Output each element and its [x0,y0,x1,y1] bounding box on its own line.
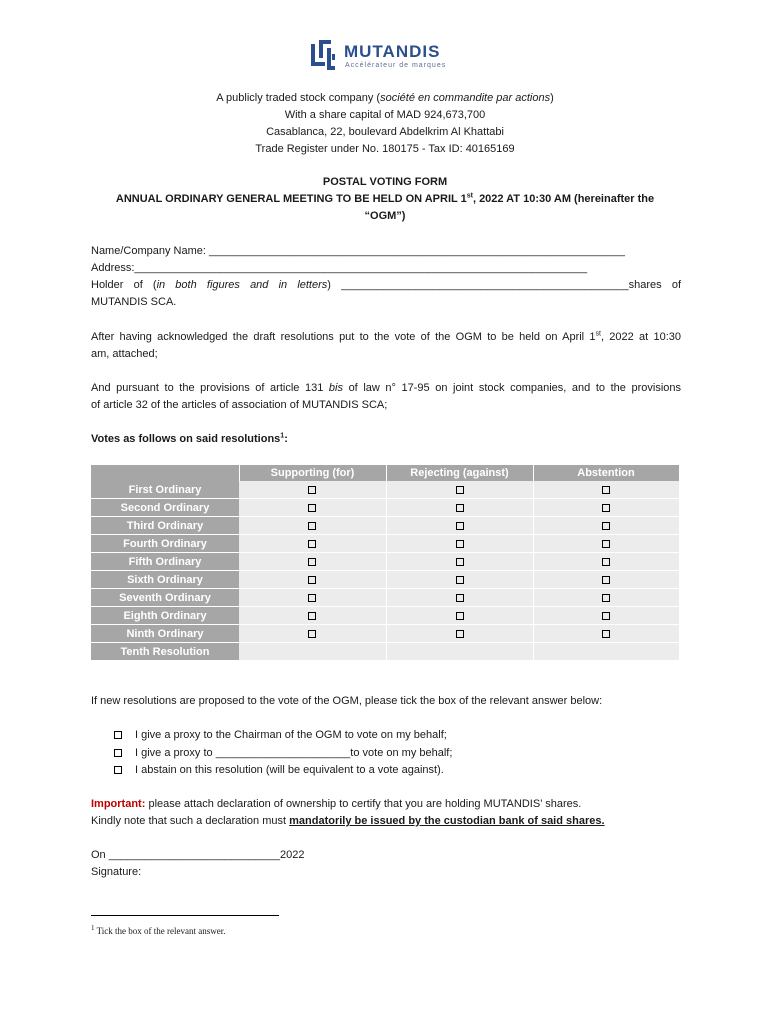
mutandis-logo-mark-icon [308,38,338,72]
form-subtitle [90,191,680,208]
checkbox-icon[interactable] [456,540,464,548]
vote-abstain-cell[interactable] [533,571,679,589]
checkbox-icon[interactable] [456,612,464,620]
address-line: Casablanca, 22, boulevard Abdelkrim Al Khattabi [266,126,504,138]
checkbox-icon[interactable] [602,486,610,494]
row-label: Third Ordinary [91,517,239,535]
header-cell-empty [91,465,239,481]
ack-sup: st [595,330,601,338]
checkbox-icon[interactable] [456,522,464,530]
row-label: Fourth Ordinary [91,535,239,553]
option-proxy-chairman[interactable] [114,727,452,745]
checkbox-icon[interactable] [308,522,316,530]
vote-against-cell[interactable] [386,517,533,535]
vote-for-cell[interactable] [239,643,386,661]
vote-abstain-cell[interactable] [533,499,679,517]
holder-line2: MUTANDIS SCA. [91,296,177,308]
votes-table [91,465,680,661]
table-row [91,607,679,625]
votes-heading-sup: 1 [280,432,285,440]
vote-abstain-cell[interactable] [533,607,679,625]
vote-against-cell[interactable] [386,589,533,607]
new-resolutions-intro: If new resolutions are proposed to the vote of the OGM, please tick the box of the relevant answer below: [91,695,603,707]
header-cell-abstention: Abstention [533,465,679,481]
vote-abstain-cell[interactable] [533,535,679,553]
checkbox-icon[interactable] [114,749,122,757]
vote-for-cell[interactable] [239,625,386,643]
pursuant-pre: And pursuant to the provisions of article 131 [91,382,329,394]
checkbox-icon[interactable] [308,594,316,602]
footnote-text: Tick the box of the relevant answer. [96,926,226,936]
row-label: Seventh Ordinary [91,589,239,607]
important-line2 [91,813,681,830]
form-title: POSTAL VOTING FORM [322,176,448,188]
vote-against-cell[interactable] [386,553,533,571]
company-type-italic: société en commandite par actions [380,92,551,104]
table-row [91,481,679,499]
date-field[interactable]: On ____________________________2022 [91,849,305,861]
trade-register-line: Trade Register under No. 180175 - Tax ID: 40165169 [255,143,515,155]
row-label: Ninth Ordinary [91,625,239,643]
vote-for-cell[interactable] [239,535,386,553]
votes-table-header-row [91,465,679,481]
table-row [91,625,679,643]
checkbox-icon[interactable] [602,504,610,512]
company-type-pre: A publicly traded stock company ( [216,92,381,104]
vote-abstain-cell[interactable] [533,643,679,661]
name-field[interactable]: Name/Company Name: ____________________________________________________________________ [91,245,625,257]
checkbox-icon[interactable] [456,594,464,602]
holder-fields [91,243,681,311]
company-type-line [90,90,680,107]
important-text: please attach declaration of ownership to certify that you are holding MUTANDIS’ shares. [145,798,582,810]
table-row [91,643,679,661]
table-row [91,499,679,517]
holder-post: ) _______________________________________________shares of [327,279,681,291]
checkbox-icon[interactable] [456,558,464,566]
option-label: I abstain on this resolution (will be equivalent to a vote against). [135,764,444,776]
logo-tagline: Accélérateur de marques [345,62,447,69]
row-label: Second Ordinary [91,499,239,517]
checkbox-icon[interactable] [602,594,610,602]
vote-against-cell[interactable] [386,607,533,625]
pursuant-line2: of article 32 of the articles of association of MUTANDIS SCA; [91,399,388,411]
row-label: Tenth Resolution [91,643,239,661]
checkbox-icon[interactable] [308,576,316,584]
table-row [91,535,679,553]
vote-against-cell[interactable] [386,643,533,661]
company-type-post: ) [550,92,554,104]
checkbox-icon[interactable] [308,612,316,620]
vote-abstain-cell[interactable] [533,517,679,535]
table-row [91,553,679,571]
ack-line1 [91,329,681,346]
table-row [91,571,679,589]
company-info [90,90,680,158]
checkbox-icon[interactable] [308,558,316,566]
ack-line2: am, attached; [91,348,158,360]
table-row [91,589,679,607]
checkbox-icon[interactable] [602,576,610,584]
form-title-block [90,174,680,225]
new-resolutions-options [114,727,452,780]
vote-against-cell[interactable] [386,499,533,517]
row-label: Fifth Ordinary [91,553,239,571]
holder-pre: Holder of ( [91,279,157,291]
form-subtitle-line2: “OGM”) [364,210,406,222]
ack-post: , 2022 at 10:30 [600,331,681,343]
signature-block [91,847,681,881]
footnote-divider [91,915,279,916]
checkbox-icon[interactable] [456,486,464,494]
checkbox-icon[interactable] [308,540,316,548]
vote-against-cell[interactable] [386,625,533,643]
important-line2-pre: Kindly note that such a declaration must [91,815,290,827]
acknowledgement-paragraph [91,329,681,363]
option-proxy-other[interactable] [114,745,452,763]
form-subtitle-sup: st [466,192,473,200]
option-abstain[interactable] [114,762,452,780]
ack-pre: After having acknowledged the draft resolutions put to the vote of the OGM to be held on April 1 [91,331,596,343]
checkbox-icon[interactable] [602,630,610,638]
holder-field[interactable] [91,277,681,294]
votes-heading-colon: : [284,433,288,445]
pursuant-italic: bis [328,382,343,394]
pursuant-post: of law n° 17-95 on joint stock companies, and to the provisions [342,382,682,394]
pursuant-line1 [91,380,681,397]
checkbox-icon[interactable] [456,504,464,512]
checkbox-icon[interactable] [602,612,610,620]
checkbox-icon[interactable] [114,766,122,774]
vote-for-cell[interactable] [239,499,386,517]
holder-italic: in both figures and in letters [156,279,328,291]
option-label: I give a proxy to the Chairman of the OGM to vote on my behalf; [135,729,447,741]
checkbox-icon[interactable] [456,576,464,584]
important-line1 [91,796,681,813]
signature-field[interactable]: Signature: [91,866,142,878]
vote-against-cell[interactable] [386,571,533,589]
checkbox-icon[interactable] [456,630,464,638]
form-subtitle-post: , 2022 AT 10:30 AM (hereinafter the [472,193,655,205]
vote-abstain-cell[interactable] [533,553,679,571]
votes-heading-text: Votes as follows on said resolutions [91,433,281,445]
footnote [91,926,225,936]
row-label: Eighth Ordinary [91,607,239,625]
table-row [91,517,679,535]
mutandis-logo [308,38,468,74]
votes-heading [91,431,681,448]
checkbox-icon[interactable] [602,522,610,530]
share-capital-line: With a share capital of MAD 924,673,700 [284,109,486,121]
important-line2-underlined: mandatorily be issued by the custodian bank of said shares. [289,815,605,827]
header-cell-supporting: Supporting (for) [239,465,386,481]
row-label: First Ordinary [91,481,239,499]
checkbox-icon[interactable] [602,540,610,548]
vote-for-cell[interactable] [239,517,386,535]
logo-name: MUTANDIS [344,42,441,61]
important-notice [91,796,681,830]
vote-for-cell[interactable] [239,553,386,571]
header-cell-rejecting: Rejecting (against) [386,465,533,481]
vote-for-cell[interactable] [239,607,386,625]
row-label: Sixth Ordinary [91,571,239,589]
vote-against-cell[interactable] [386,535,533,553]
vote-for-cell[interactable] [239,481,386,499]
vote-against-cell[interactable] [386,481,533,499]
vote-abstain-cell[interactable] [533,481,679,499]
vote-for-cell[interactable] [239,589,386,607]
checkbox-icon[interactable] [602,558,610,566]
pursuant-paragraph [91,380,681,414]
footnote-mark: 1 [91,924,95,932]
checkbox-icon[interactable] [308,630,316,638]
checkbox-icon[interactable] [308,486,316,494]
checkbox-icon[interactable] [308,504,316,512]
checkbox-icon[interactable] [114,731,122,739]
form-subtitle-pre: ANNUAL ORDINARY GENERAL MEETING TO BE HELD ON APRIL 1 [115,193,467,205]
vote-for-cell[interactable] [239,571,386,589]
option-label: I give a proxy to ______________________to vote on my behalf; [135,746,453,759]
important-label: Important: [91,798,146,810]
vote-abstain-cell[interactable] [533,625,679,643]
address-field[interactable]: Address:__________________________________________________________________________ [91,262,588,274]
vote-abstain-cell[interactable] [533,589,679,607]
